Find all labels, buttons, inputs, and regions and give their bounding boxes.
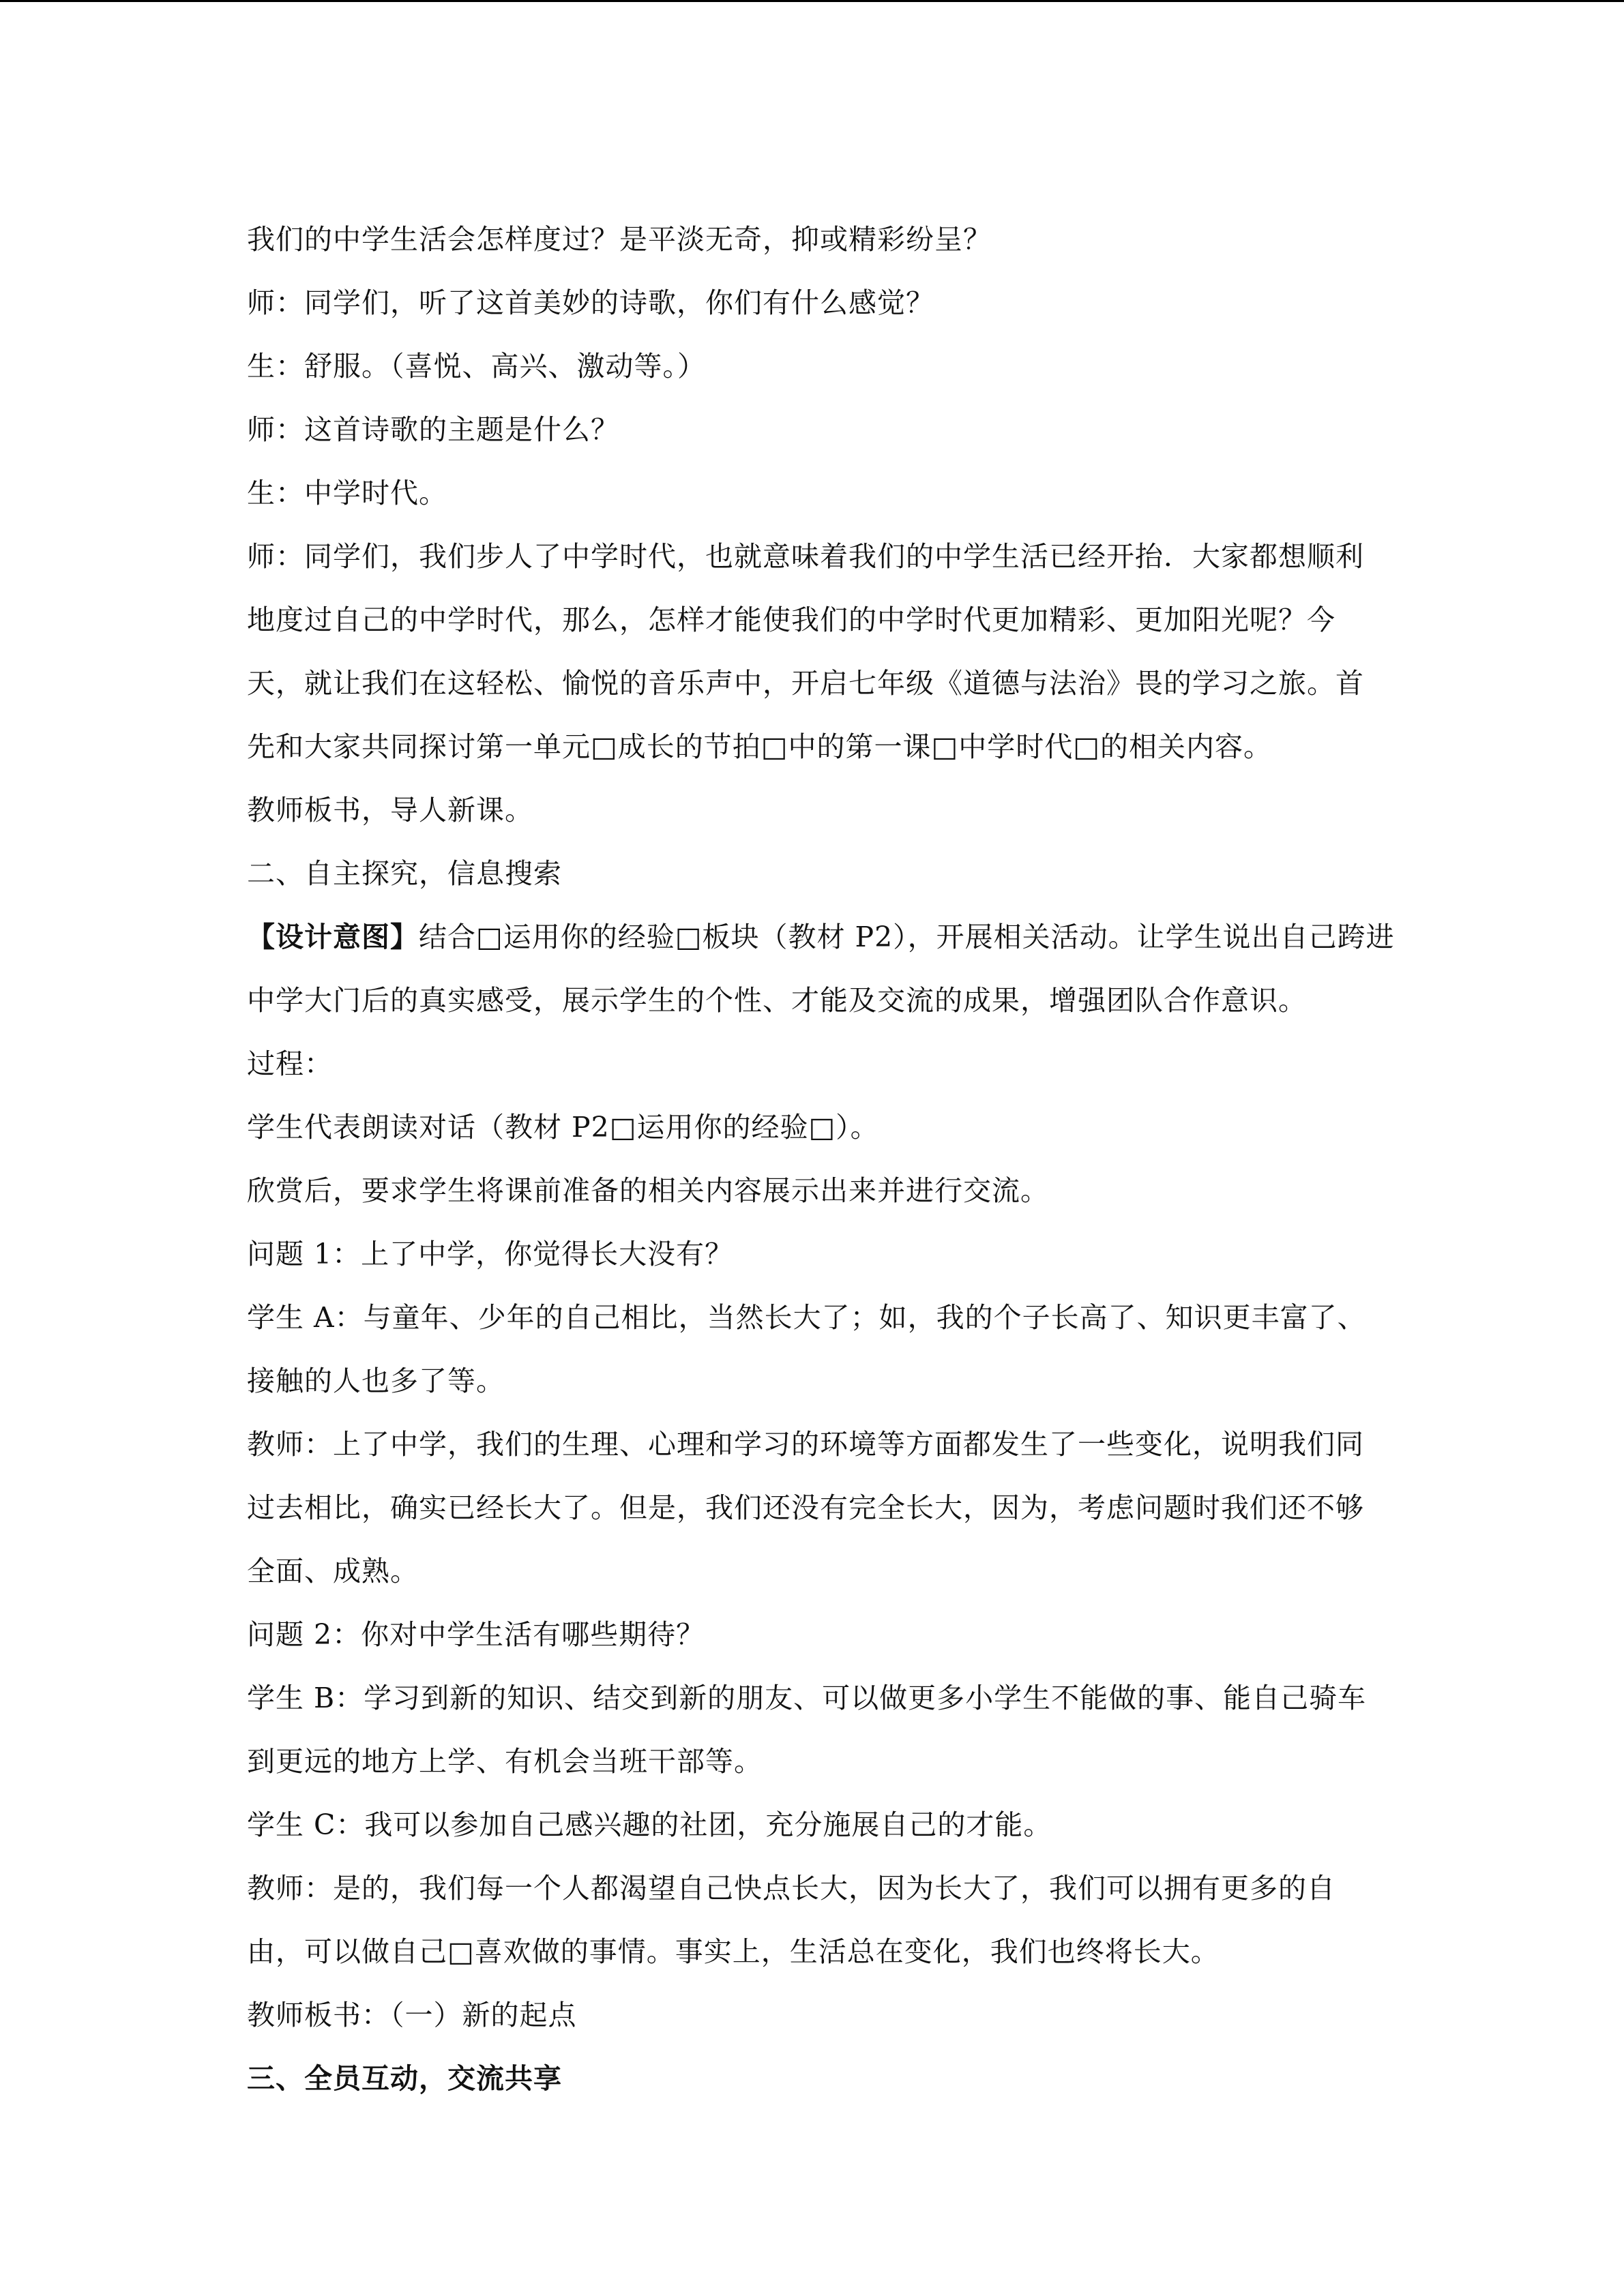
paragraph-question-1: 问题 1：上了中学，你觉得长大没有？ — [247, 1238, 734, 1270]
paragraph-appreciate: 欣赏后，要求学生将课前准备的相关内容展示出来并进行交流。 — [247, 1174, 1049, 1207]
paragraph-student-2: 生：中学时代。 — [247, 477, 447, 509]
top-border-line — [0, 0, 1624, 2]
section-heading-3: 三、全员互动，交流共享 — [247, 2062, 562, 2095]
paragraph-teacher-4: 教师：上了中学，我们的生理、心理和学习的环境等方面都发生了一些变化，说明我们同 过去相比，确实已经长大了。但是，我们还没有完全长大，因为，考虑问题时我们还不够 全面、成熟。 — [247, 1428, 1364, 1587]
paragraph-student-b: 学生 B：学习到新的知识、结交到新的朋友、可以做更多小学生不能做的事、能自己骑车 到更远的地方上学、有机会当班干部等。 — [247, 1682, 1367, 1778]
design-intent-label: 【设计意图】 — [247, 921, 419, 953]
paragraph-student-c: 学生 C：我可以参加自己感兴趣的社团，充分施展自己的才能。 — [247, 1808, 1052, 1841]
paragraph-student-1: 生：舒服。（喜悦、高兴、激动等。） — [247, 350, 706, 383]
paragraph-design-intent: 【设计意图】结合□运用你的经验□板块（教材 P2），开展相关活动。让学生说出自己跨进 中学大门后的真实感受，展示学生的个性、才能及交流的成果，增强团队合作意识。 — [247, 921, 1395, 1017]
paragraph-teacher-1: 师：同学们，听了这首美妙的诗歌，你们有什么感觉？ — [247, 286, 934, 319]
paragraph-board-note-2: 教师板书：（一）新的起点 — [247, 1999, 577, 2031]
paragraph-teacher-2: 师：这首诗歌的主题是什么？ — [247, 413, 619, 446]
document-page — [247, 208, 1395, 2111]
paragraph-question-2: 问题 2：你对中学生活有哪些期待？ — [247, 1618, 705, 1651]
section-heading-2: 二、自主探究，信息搜索 — [247, 857, 562, 890]
paragraph-teacher-5: 教师：是的，我们每一个人都渴望自己快点长大，因为长大了，我们可以拥有更多的自 由，可以做自己□喜欢做的事情。事实上，生活总在变化，我们也终将长大。 — [247, 1872, 1335, 1968]
paragraph-board-note-1: 教师板书，导人新课。 — [247, 794, 533, 826]
paragraph-read-dialogue: 学生代表朗读对话（教材 P2□运用你的经验□）。 — [247, 1111, 879, 1144]
paragraph-process-label: 过程： — [247, 1047, 333, 1080]
paragraph-teacher-3: 师：同学们，我们步人了中学时代，也就意味着我们的中学生活已经开抬．大家都想顺利 地度过自己的中学时代，那么，怎样才能使我们的中学时代更加精彩、更加阳光呢？今 天，就让我们在这轻松、愉悦的音乐声中，开启七年级《道德与法治》畏的学习之旅。首 先和大家共同探讨第一单元□成长的节拍□中的第一课□中学时代□的相关内容。 — [247, 540, 1364, 763]
paragraph-question-intro: 我们的中学生活会怎样度过？是平淡无奇，抑或精彩纷呈？ — [247, 223, 992, 256]
paragraph-student-a: 学生 A：与童年、少年的自己相比，当然长大了；如，我的个子长高了、知识更丰富了、 接触的人也多了等。 — [247, 1301, 1366, 1397]
